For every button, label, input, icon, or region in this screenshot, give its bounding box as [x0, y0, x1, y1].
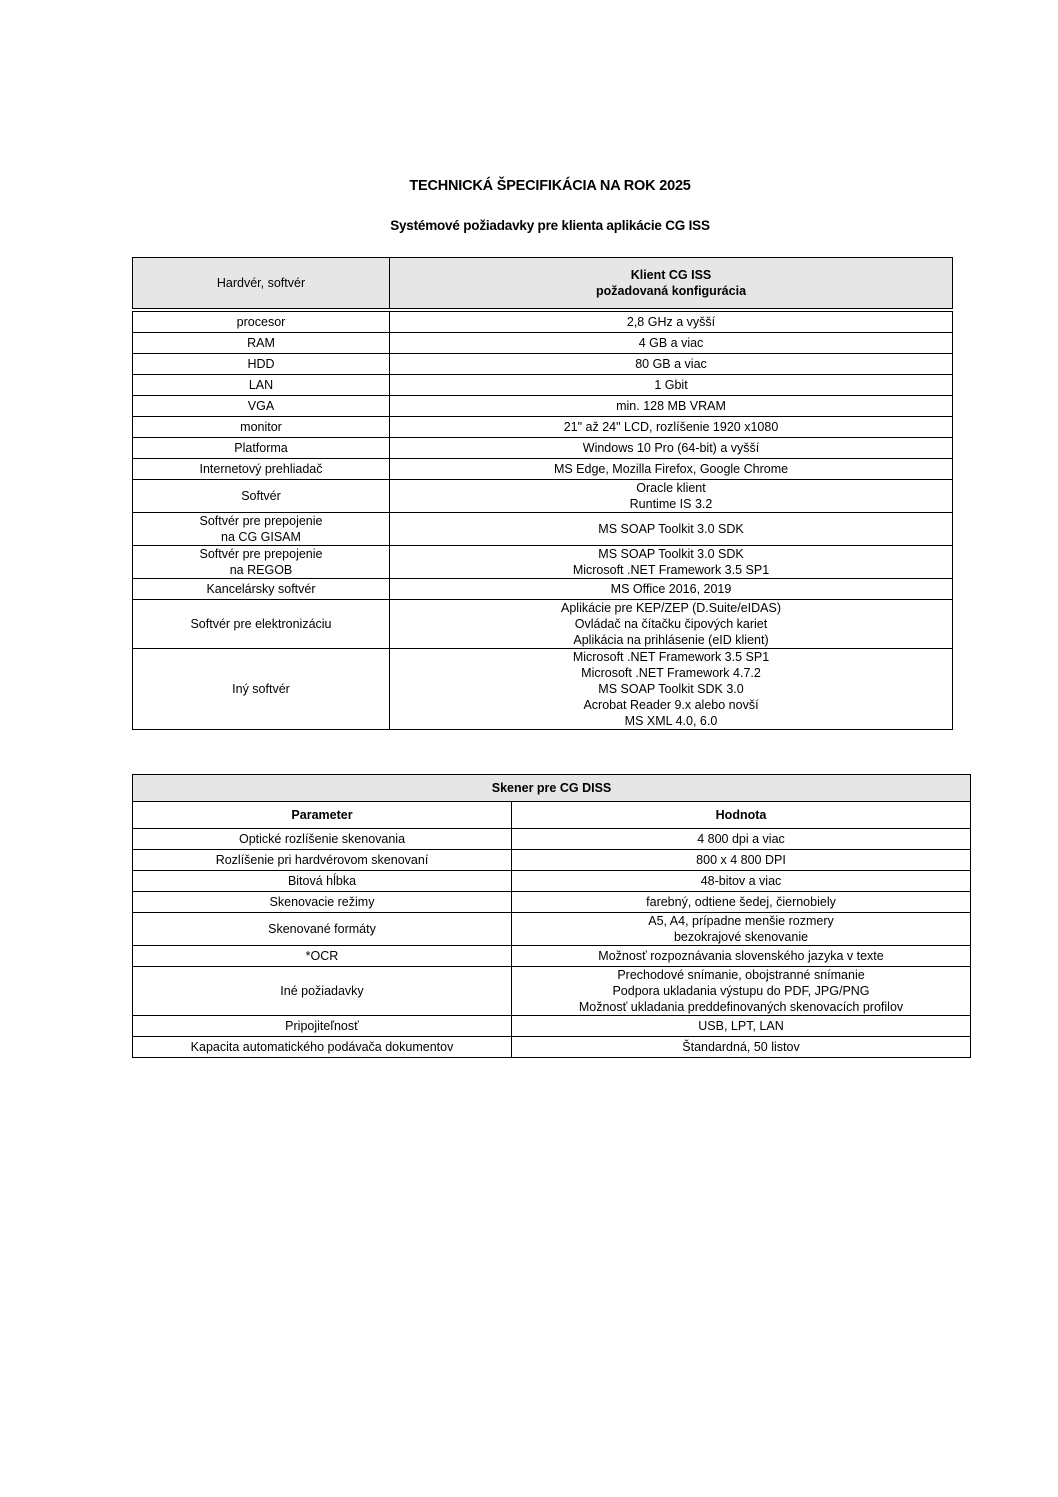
- cell-line: Podpora ukladania výstupu do PDF, JPG/PNG: [612, 984, 870, 998]
- table-row: [133, 1016, 971, 1037]
- cell-line: Kapacita automatického podávača dokumentov: [190, 1040, 454, 1054]
- client-header-line: Klient CG ISS: [630, 268, 712, 282]
- row-parameter: [133, 600, 390, 649]
- row-value: [512, 913, 971, 946]
- cell-line: A5, A4, prípadne menšie rozmery: [648, 914, 834, 928]
- row-value: [512, 967, 971, 1016]
- row-parameter: [133, 333, 390, 354]
- cell-line: MS XML 4.0, 6.0: [624, 714, 718, 728]
- row-value: [512, 946, 971, 967]
- cell-line: Softvér pre elektronizáciu: [190, 617, 332, 631]
- cell-line: Štandardná, 50 listov: [682, 1040, 800, 1054]
- row-parameter: [133, 946, 512, 967]
- table-row: [133, 850, 971, 871]
- row-value: [390, 480, 953, 513]
- cell-line: bezokrajové skenovanie: [673, 930, 809, 944]
- table-row: [133, 354, 953, 375]
- row-value: [390, 513, 953, 546]
- cell-line: min. 128 MB VRAM: [616, 399, 726, 413]
- table-row: [133, 946, 971, 967]
- cell-line: Pripojiteľnosť: [285, 1019, 359, 1033]
- table-row: [133, 459, 953, 480]
- row-parameter: [133, 354, 390, 375]
- table-row: [133, 649, 953, 730]
- cell-line: Aplikácie pre KEP/ZEP (D.Suite/eIDAS): [561, 601, 781, 615]
- table-row: [133, 892, 971, 913]
- cell-line: Windows 10 Pro (64-bit) a vyšší: [582, 441, 760, 455]
- cell-line: MS Office 2016, 2019: [610, 582, 732, 596]
- client-header-line: požadovaná konfigurácia: [595, 284, 747, 298]
- row-value: [512, 850, 971, 871]
- cell-line: MS Edge, Mozilla Firefox, Google Chrome: [553, 462, 789, 476]
- cell-line: 21" až 24" LCD, rozlíšenie 1920 x1080: [563, 420, 779, 434]
- table-row: [133, 829, 971, 850]
- cell-line: Iný softvér: [232, 682, 290, 696]
- table-row: [133, 396, 953, 417]
- cell-line: Oracle klient: [636, 481, 706, 495]
- table-row: [133, 417, 953, 438]
- page-subtitle: Systémové požiadavky pre klienta aplikácie CG ISS: [390, 218, 710, 233]
- row-value: [390, 333, 953, 354]
- row-value: [512, 1037, 971, 1058]
- cell-line: MS SOAP Toolkit 3.0 SDK: [598, 547, 744, 561]
- row-value: [390, 417, 953, 438]
- row-value: [512, 892, 971, 913]
- cell-line: Acrobat Reader 9.x alebo novší: [583, 698, 759, 712]
- scanner-header-value: Hodnota: [512, 802, 971, 829]
- row-parameter: [133, 913, 512, 946]
- row-value: [390, 375, 953, 396]
- row-value: [390, 438, 953, 459]
- cell-line: Internetový prehliadač: [199, 462, 323, 476]
- row-value: [512, 871, 971, 892]
- cell-line: HDD: [247, 357, 275, 371]
- row-parameter: [133, 480, 390, 513]
- cell-line: Microsoft .NET Framework 4.7.2: [581, 666, 761, 680]
- scanner-table-header-row: [133, 802, 971, 829]
- table-row: [133, 967, 971, 1016]
- cell-line: Skenované formáty: [268, 922, 376, 936]
- row-value: [390, 546, 953, 579]
- row-parameter: [133, 396, 390, 417]
- row-parameter: [133, 375, 390, 396]
- client-requirements-table: [132, 257, 953, 730]
- cell-line: Kancelársky softvér: [206, 582, 316, 596]
- table-row: [133, 513, 953, 546]
- client-table-header-hardware: Hardvér, softvér: [133, 258, 390, 309]
- cell-line: Softvér pre prepojenie: [199, 547, 323, 561]
- row-parameter: [133, 546, 390, 579]
- row-value: [390, 354, 953, 375]
- client-table-header-config: [390, 258, 953, 309]
- row-parameter: [133, 871, 512, 892]
- row-parameter: [133, 438, 390, 459]
- scanner-requirements-table: [132, 774, 971, 1058]
- cell-line: 4 800 dpi a viac: [697, 832, 785, 846]
- row-value: [390, 579, 953, 600]
- row-parameter: [133, 513, 390, 546]
- table-row: [133, 375, 953, 396]
- cell-line: Skenovacie režimy: [269, 895, 375, 909]
- cell-line: Ovládač na čítačku čipových kariet: [574, 617, 768, 631]
- cell-line: VGA: [247, 399, 275, 413]
- cell-line: Softvér pre prepojenie: [199, 514, 323, 528]
- table-row: [133, 546, 953, 579]
- cell-line: Microsoft .NET Framework 3.5 SP1: [572, 563, 770, 577]
- row-parameter: [133, 1016, 512, 1037]
- row-value: [390, 600, 953, 649]
- table-row: [133, 333, 953, 354]
- table-row: [133, 871, 971, 892]
- cell-line: Možnosť rozpoznávania slovenského jazyka v texte: [598, 949, 884, 963]
- table-row: [133, 438, 953, 459]
- page-title: TECHNICKÁ ŠPECIFIKÁCIA NA ROK 2025: [409, 178, 691, 194]
- row-parameter: [133, 850, 512, 871]
- scanner-table-title-row: [133, 775, 971, 802]
- cell-line: 48-bitov a viac: [700, 874, 782, 888]
- cell-line: MS SOAP Toolkit SDK 3.0: [598, 682, 744, 696]
- row-parameter: [133, 892, 512, 913]
- cell-line: MS SOAP Toolkit 3.0 SDK: [598, 522, 744, 536]
- cell-line: 4 GB a viac: [638, 336, 704, 350]
- table-row: [133, 600, 953, 649]
- row-value: [512, 829, 971, 850]
- cell-line: procesor: [236, 315, 286, 329]
- cell-line: Možnosť ukladania preddefinovaných skenovacích profilov: [578, 1000, 904, 1014]
- row-parameter: [133, 967, 512, 1016]
- cell-line: 1 Gbit: [654, 378, 688, 392]
- row-parameter: [133, 312, 390, 333]
- cell-line: LAN: [248, 378, 274, 392]
- client-table-body: [133, 312, 953, 730]
- cell-line: 800 x 4 800 DPI: [696, 853, 786, 867]
- cell-line: Platforma: [234, 441, 288, 455]
- row-value: [390, 649, 953, 730]
- cell-line: USB, LPT, LAN: [698, 1019, 784, 1033]
- cell-line: 80 GB a viac: [635, 357, 707, 371]
- cell-line: RAM: [247, 336, 275, 350]
- row-parameter: [133, 459, 390, 480]
- cell-line: *OCR: [305, 949, 339, 963]
- client-table-header-row: [133, 258, 953, 309]
- row-parameter: [133, 579, 390, 600]
- cell-line: farebný, odtiene šedej, čiernobiely: [646, 895, 836, 909]
- scanner-header-parameter: Parameter: [133, 802, 512, 829]
- row-value: [390, 459, 953, 480]
- cell-line: Optické rozlíšenie skenovania: [238, 832, 406, 846]
- cell-line: na CG GISAM: [221, 530, 301, 544]
- row-parameter: [133, 649, 390, 730]
- cell-line: 2,8 GHz a vyšší: [626, 315, 716, 329]
- cell-line: Iné požiadavky: [280, 984, 364, 998]
- table-row: [133, 480, 953, 513]
- cell-line: monitor: [240, 420, 282, 434]
- row-parameter: [133, 829, 512, 850]
- row-parameter: [133, 417, 390, 438]
- table-row: [133, 1037, 971, 1058]
- cell-line: Rozlíšenie pri hardvérovom skenovaní: [215, 853, 429, 867]
- cell-line: Runtime IS 3.2: [629, 497, 713, 511]
- table-row: [133, 312, 953, 333]
- table-row: [133, 579, 953, 600]
- table-row: [133, 913, 971, 946]
- cell-line: na REGOB: [229, 563, 293, 577]
- row-parameter: [133, 1037, 512, 1058]
- cell-line: Microsoft .NET Framework 3.5 SP1: [572, 650, 770, 664]
- scanner-table-body: [133, 829, 971, 1058]
- cell-line: Softvér: [241, 489, 281, 503]
- row-value: [512, 1016, 971, 1037]
- cell-line: Prechodové snímanie, obojstranné snímanie: [617, 968, 865, 982]
- cell-line: Bitová hĺbka: [287, 874, 357, 888]
- row-value: [390, 312, 953, 333]
- row-value: [390, 396, 953, 417]
- cell-line: Aplikácia na prihlásenie (eID klient): [573, 633, 769, 647]
- scanner-table-title: Skener pre CG DISS: [133, 775, 971, 802]
